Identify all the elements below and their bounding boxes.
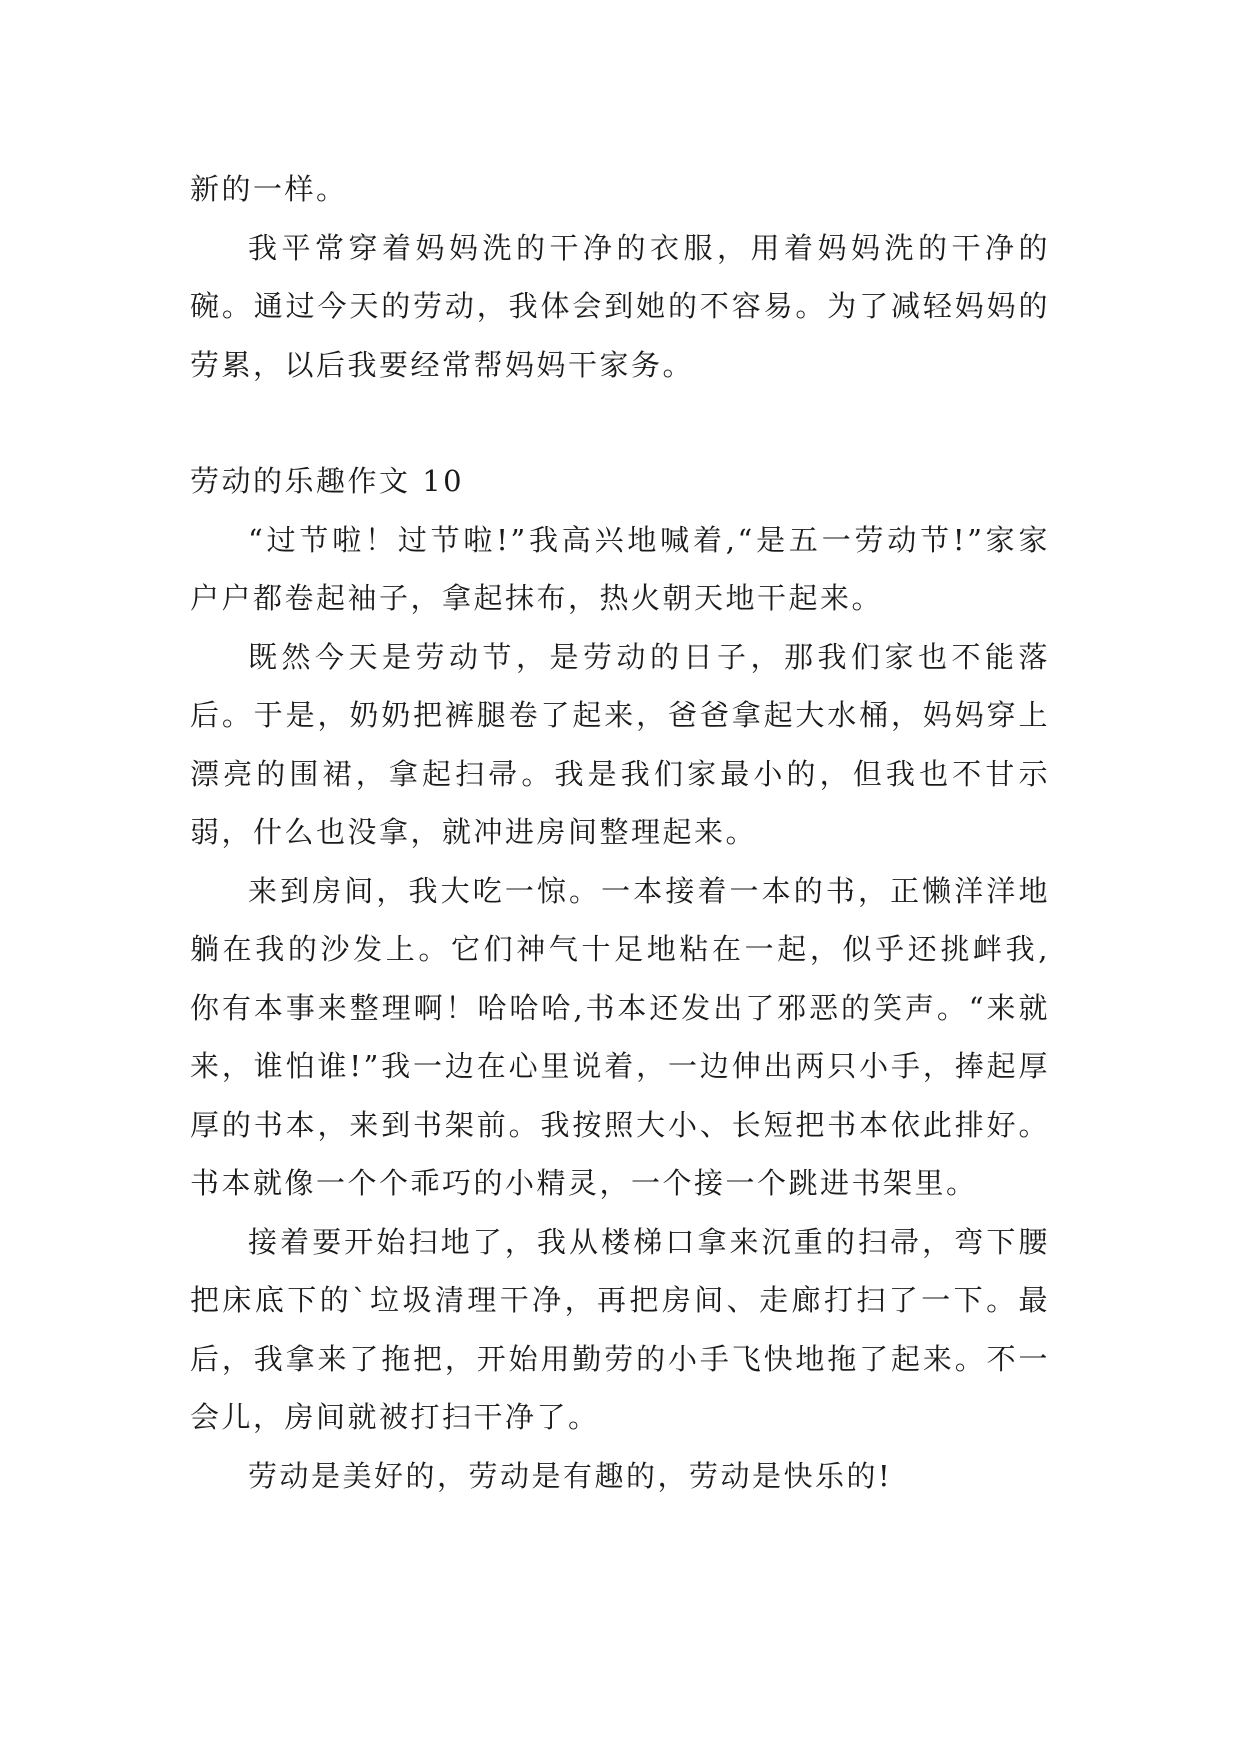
essay-title: 劳动的乐趣作文 10 (190, 464, 465, 498)
paragraph-2: 既然今天是劳动节，是劳动的日子，那我们家也不能落后。于是，奶奶把裤腿卷了起来，爸爸拿起大水桶，妈妈穿上漂亮的围裙，拿起扫帚。我是我们家最小的，但我也不甘示弱，什么也没拿，就冲进房间整理起来。 (190, 639, 1050, 849)
paragraph-5: 劳动是美好的，劳动是有趣的，劳动是快乐的! (248, 1458, 893, 1493)
section-gap (190, 394, 1050, 452)
paragraph-1: “过节啦！过节啦!”我高兴地喊着,“是五一劳动节!”家家户户都卷起袖子，拿起抹布，热火朝天地干起来。 (190, 522, 1050, 615)
continued-paragraph: 新的一样。 (190, 172, 348, 206)
paragraph-housework: 我平常穿着妈妈洗的干净的衣服，用着妈妈洗的干净的碗。通过今天的劳动，我体会到她的不容易。为了减轻妈妈的劳累，以后我要经常帮妈妈干家务。 (190, 230, 1050, 382)
paragraph-4: 接着要开始扫地了，我从楼梯口拿来沉重的扫帚，弯下腰把床底下的`垃圾清理干净，再把房间、走廊打扫了一下。最后，我拿来了拖把，开始用勤劳的小手飞快地拖了起来。不一会儿，房间就被打扫干净了。 (190, 1224, 1050, 1434)
paragraph-3: 来到房间，我大吃一惊。一本接着一本的书，正懒洋洋地躺在我的沙发上。它们神气十足地粘在一起，似乎还挑衅我,你有本事来整理啊！哈哈哈,书本还发出了邪恶的笑声。“来就来，谁怕谁!”我一边在心里说着，一边伸出两只小手，捧起厚厚的书本，来到书架前。我按照大小、长短把书本依此排好。书本就像一个个乖巧的小精灵，一个接一个跳进书架里。 (190, 873, 1050, 1200)
document-body (190, 160, 1050, 1505)
